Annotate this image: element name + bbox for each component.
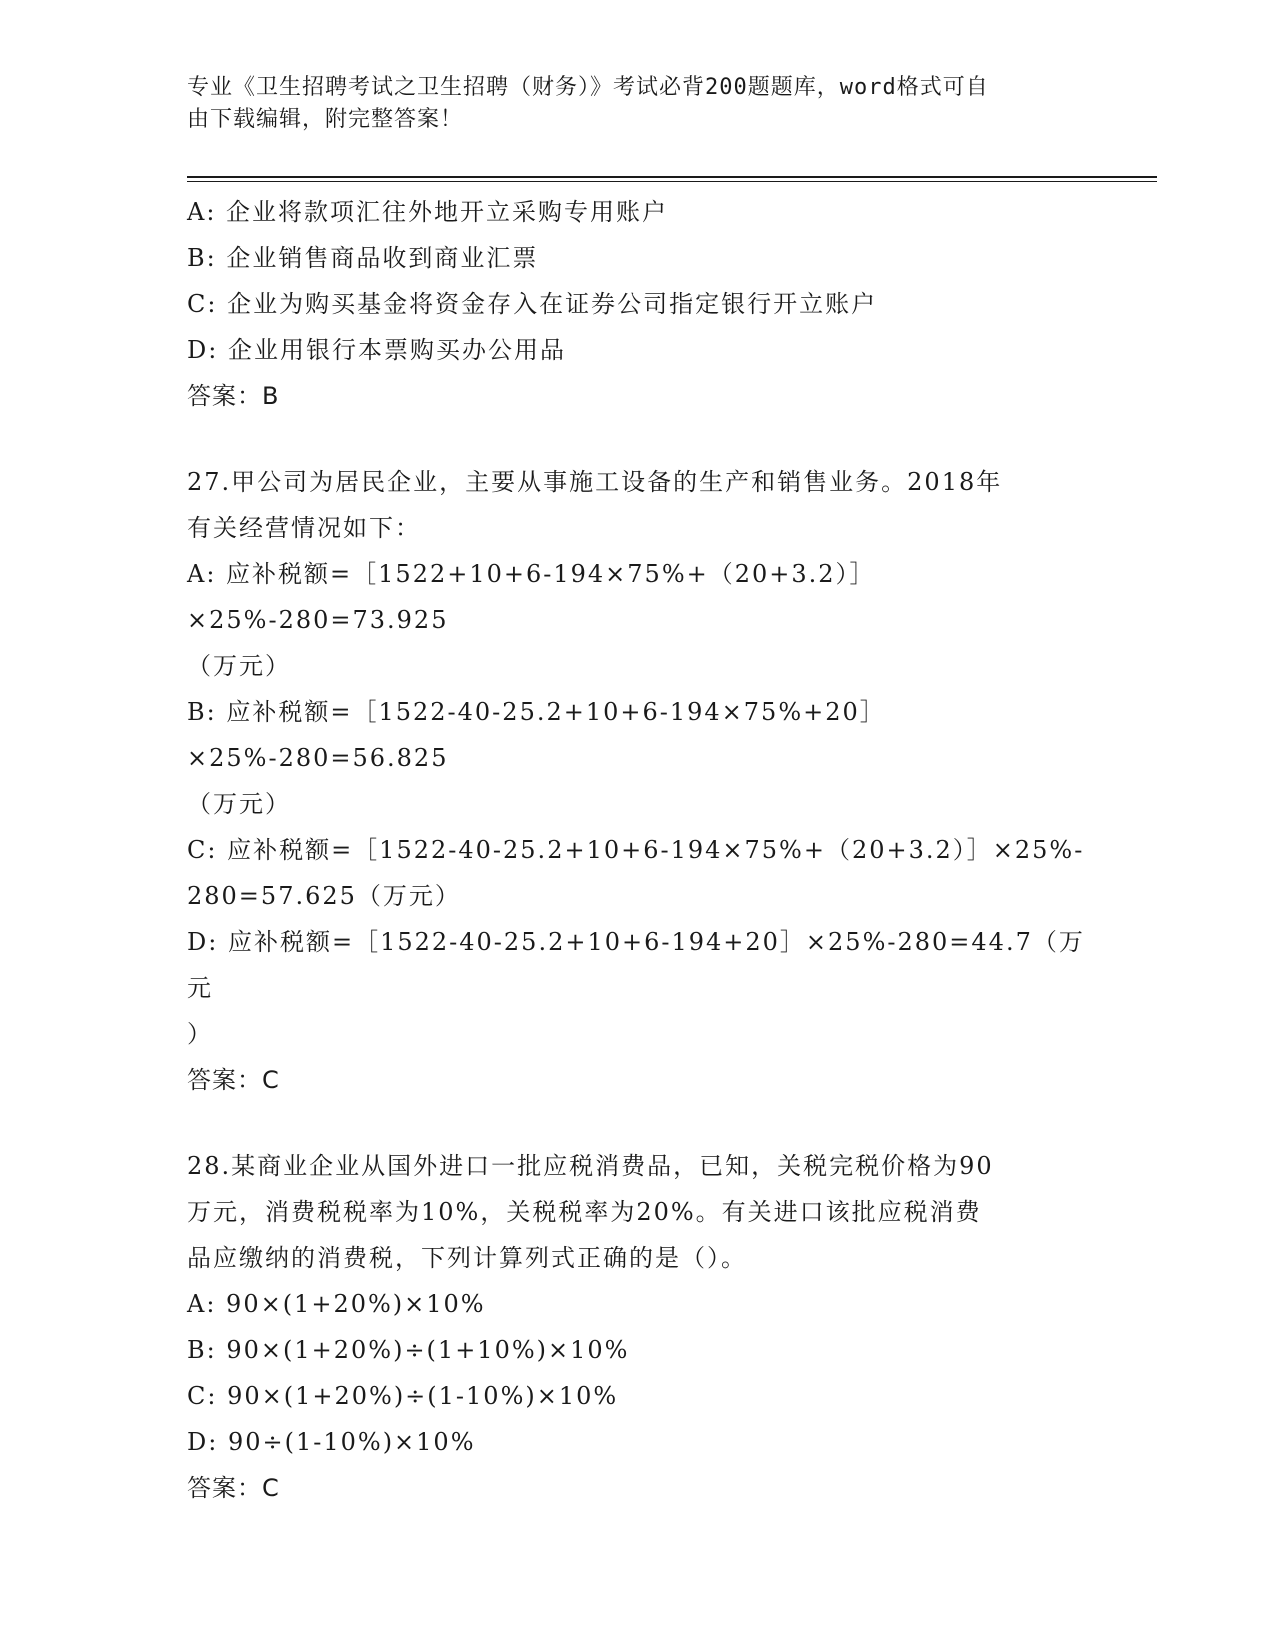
answer: 答案：C	[187, 1066, 280, 1094]
document-header	[187, 72, 1087, 136]
question-stem-line: 27.甲公司为居民企业，主要从事施工设备的生产和销售业务。2018年	[187, 468, 1003, 496]
answer: 答案：C	[187, 1474, 280, 1502]
question-stem-line: 28.某商业企业从国外进口一批应税消费品，已知，关税完税价格为90	[187, 1152, 994, 1180]
option-c-continued: 280=57.625（万元）	[187, 882, 461, 910]
option-a: A: 企业将款项汇往外地开立采购专用账户	[187, 198, 669, 226]
option-b-continued: （万元）	[187, 790, 291, 818]
question-28	[187, 1143, 1087, 1511]
header-line-2: 由下载编辑，附完整答案！	[187, 107, 464, 132]
header-divider-thin	[187, 181, 1157, 182]
option-b: B: 应补税额=［1522-40-25.2+10+6-194×75%+20］×25%-280=56.825	[187, 698, 886, 772]
spacer	[187, 419, 1087, 459]
question-26	[187, 189, 1087, 419]
answer: 答案：B	[187, 382, 280, 410]
spacer	[187, 1103, 1087, 1143]
option-d: D: 90÷(1-10%)×10%	[187, 1428, 476, 1456]
option-d: D: 企业用银行本票购买办公用品	[187, 336, 566, 364]
option-b: B: 企业销售商品收到商业汇票	[187, 244, 539, 272]
header-line-1: 专业《卫生招聘考试之卫生招聘（财务）》考试必背200题题库，word格式可自	[187, 75, 989, 100]
option-c: C: 90×(1+20%)÷(1-10%)×10%	[187, 1382, 619, 1410]
option-c: C: 应补税额=［1522-40-25.2+10+6-194×75%+（20+3.2）］×25%-	[187, 836, 1085, 864]
option-c: C: 企业为购买基金将资金存入在证券公司指定银行开立账户	[187, 290, 878, 318]
question-stem-line: 品应缴纳的消费税，下列计算列式正确的是（）。	[187, 1244, 747, 1272]
header-divider-thick	[187, 176, 1157, 178]
option-a: A: 应补税额=［1522+10+6-194×75%+（20+3.2）］×25%-280=73.925	[187, 560, 876, 634]
question-stem-line: 有关经营情况如下：	[187, 514, 421, 542]
option-d-continued: ）	[187, 1020, 213, 1048]
option-a-continued: （万元）	[187, 652, 291, 680]
option-b: B: 90×(1+20%)÷(1+10%)×10%	[187, 1336, 630, 1364]
question-stem-line: 万元，消费税税率为10%，关税税率为20%。有关进口该批应税消费	[187, 1198, 982, 1226]
question-27	[187, 459, 1087, 1103]
question-list	[187, 189, 1087, 1511]
option-d: D: 应补税额=［1522-40-25.2+10+6-194+20］×25%-280=44.7（万元	[187, 928, 1085, 1002]
option-a: A: 90×(1+20%)×10%	[187, 1290, 486, 1318]
